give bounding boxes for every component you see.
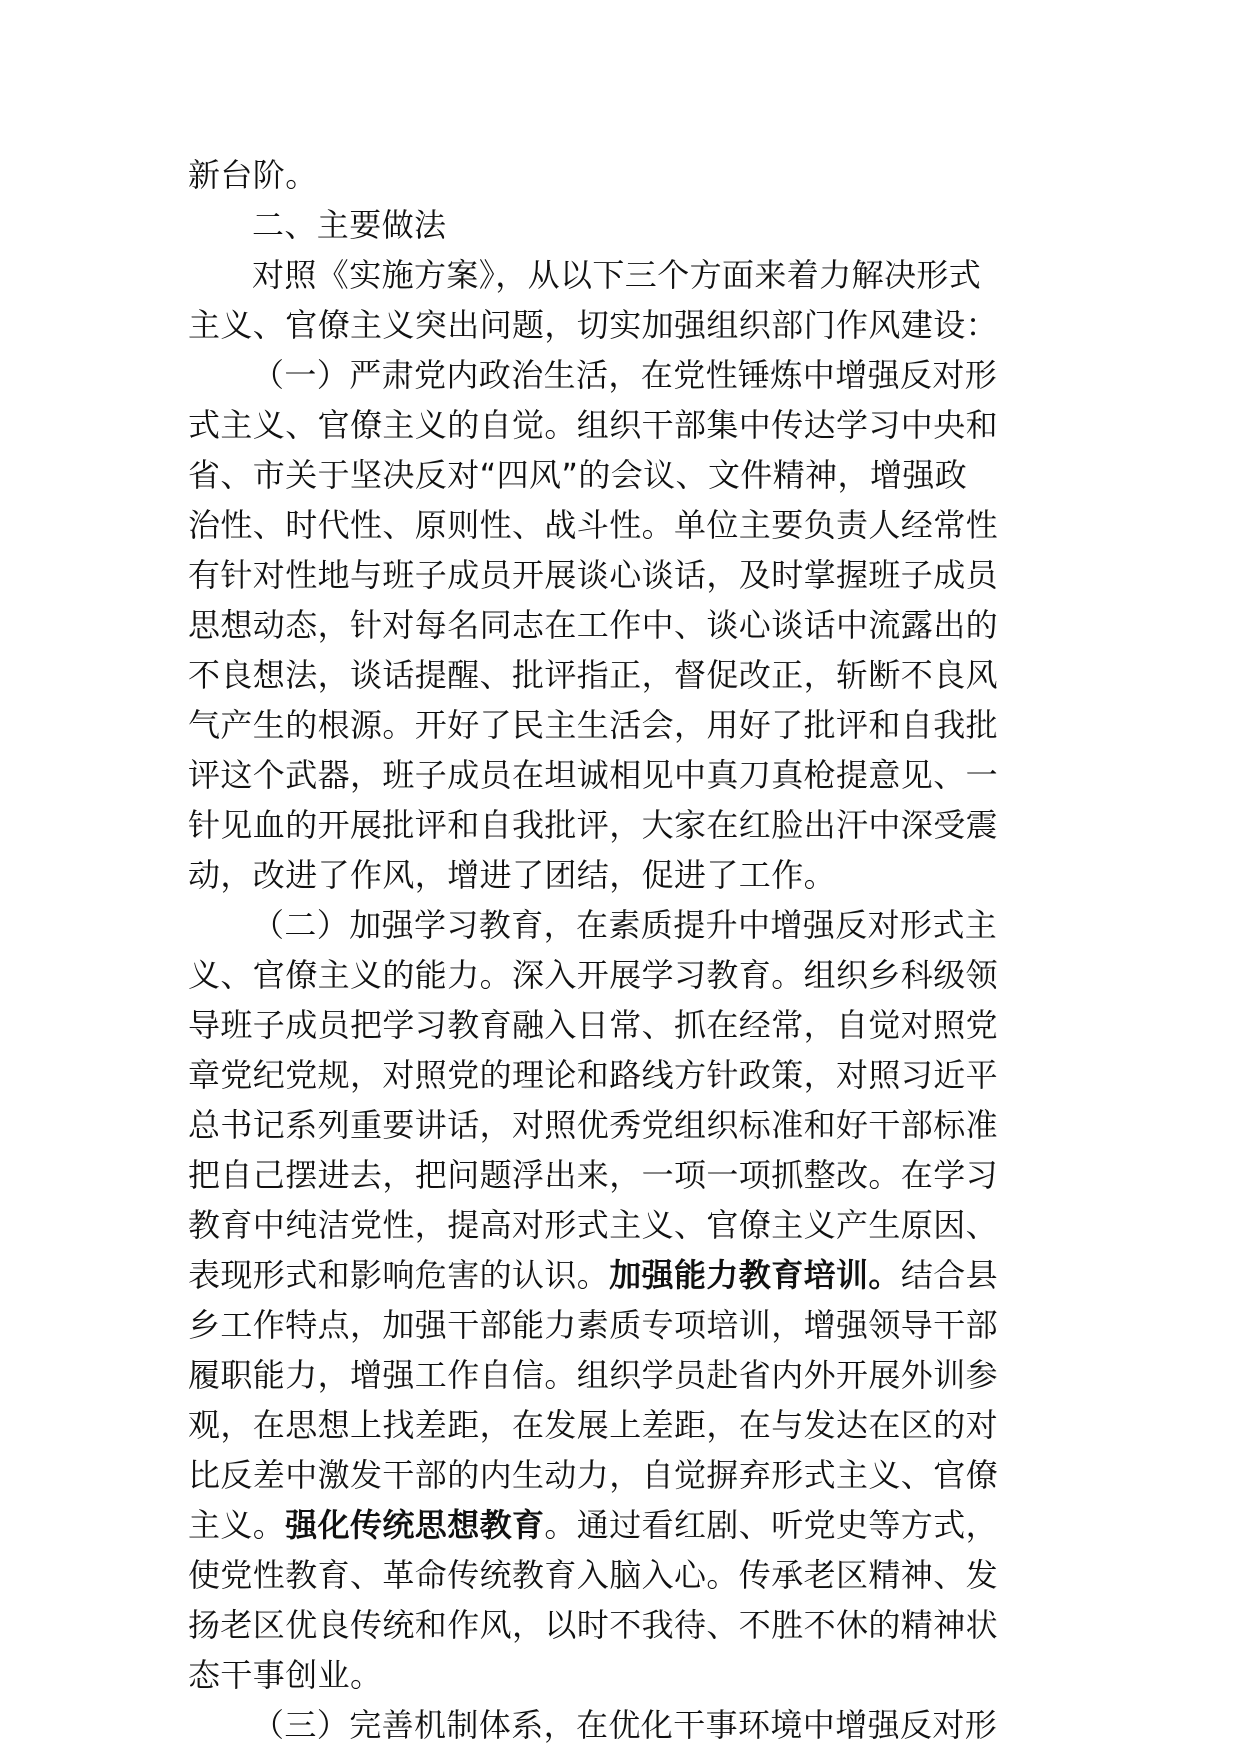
document-page: [188, 150, 1050, 1750]
text-line: 治性、时代性、原则性、战斗性。单位主要负责人经常性: [188, 506, 999, 544]
subsection-heading-2: （二）加强学习教育，在素质提升中增强反对形式主: [252, 906, 998, 944]
text-line: 总书记系列重要讲话，对照优秀党组织标准和好干部标准: [188, 1106, 999, 1144]
text-line: 式主义、官僚主义的自觉。组织干部集中传达学习中央和: [188, 406, 999, 444]
text-line: 省、市关于坚决反对“四风”的会议、文件精神，增强政: [188, 456, 968, 494]
text-line: 乡工作特点，加强干部能力素质专项培训，增强领导干部: [188, 1306, 999, 1344]
bold-phrase: 强化传统思想教育: [285, 1506, 545, 1544]
text-line: 章党纪党规，对照党的理论和路线方针政策，对照习近平: [188, 1056, 999, 1094]
text-line: 义、官僚主义的能力。深入开展学习教育。组织乡科级领: [188, 956, 999, 994]
text-run: 。通过看红剧、听党史等方式，: [544, 1506, 999, 1544]
text-line: 导班子成员把学习教育融入日常、抓在经常，自觉对照党: [188, 1006, 999, 1044]
paragraph-first-line: 对照《实施方案》，从以下三个方面来着力解决形式: [252, 256, 982, 294]
subsection-heading-1: （一）严肃党内政治生活，在党性锤炼中增强反对形: [252, 356, 998, 394]
text-line: 履职能力，增强工作自信。组织学员赴省内外开展外训参: [188, 1356, 999, 1394]
text-run: 结合县: [900, 1256, 999, 1294]
text-line: 针见血的开展批评和自我批评，大家在红脸出汗中深受震: [188, 806, 999, 844]
subsection-heading-3: （三）完善机制体系，在优化干事环境中增强反对形: [252, 1706, 998, 1744]
text-line-with-bold: [188, 1250, 1050, 1300]
section-heading: 二、主要做法: [252, 206, 447, 244]
text-line: 气产生的根源。开好了民主生活会，用好了批评和自我批: [188, 706, 999, 744]
text-line: 使党性教育、革命传统教育入脑入心。传承老区精神、发: [188, 1556, 999, 1594]
text-line: 有针对性地与班子成员开展谈心谈话，及时掌握班子成员: [188, 556, 999, 594]
text-line: 不良想法，谈话提醒、批评指正，督促改正，斩断不良风: [188, 656, 999, 694]
text-line: 评这个武器，班子成员在坦诚相见中真刀真枪提意见、一: [188, 756, 999, 794]
text-line-with-bold: [188, 1500, 1050, 1550]
text-line: 教育中纯洁党性，提高对形式主义、官僚主义产生原因、: [188, 1206, 999, 1244]
text-line: 主义、官僚主义突出问题，切实加强组织部门作风建设：: [188, 306, 999, 344]
text-line: 动，改进了作风，增进了团结，促进了工作。: [188, 856, 837, 894]
text-line: 新台阶。: [188, 156, 318, 194]
text-line: 态干事创业。: [188, 1656, 383, 1694]
text-line: 思想动态，针对每名同志在工作中、谈心谈话中流露出的: [188, 606, 999, 644]
text-line: 把自己摆进去，把问题浮出来，一项一项抓整改。在学习: [188, 1156, 999, 1194]
text-run: 表现形式和影响危害的认识。: [188, 1256, 610, 1294]
text-line: 比反差中激发干部的内生动力，自觉摒弃形式主义、官僚: [188, 1456, 999, 1494]
text-run: 主义。: [188, 1506, 286, 1544]
text-line: 扬老区优良传统和作风，以时不我待、不胜不休的精神状: [188, 1606, 999, 1644]
bold-phrase: 加强能力教育培训。: [609, 1256, 901, 1294]
text-line: 观，在思想上找差距，在发展上差距，在与发达在区的对: [188, 1406, 999, 1444]
